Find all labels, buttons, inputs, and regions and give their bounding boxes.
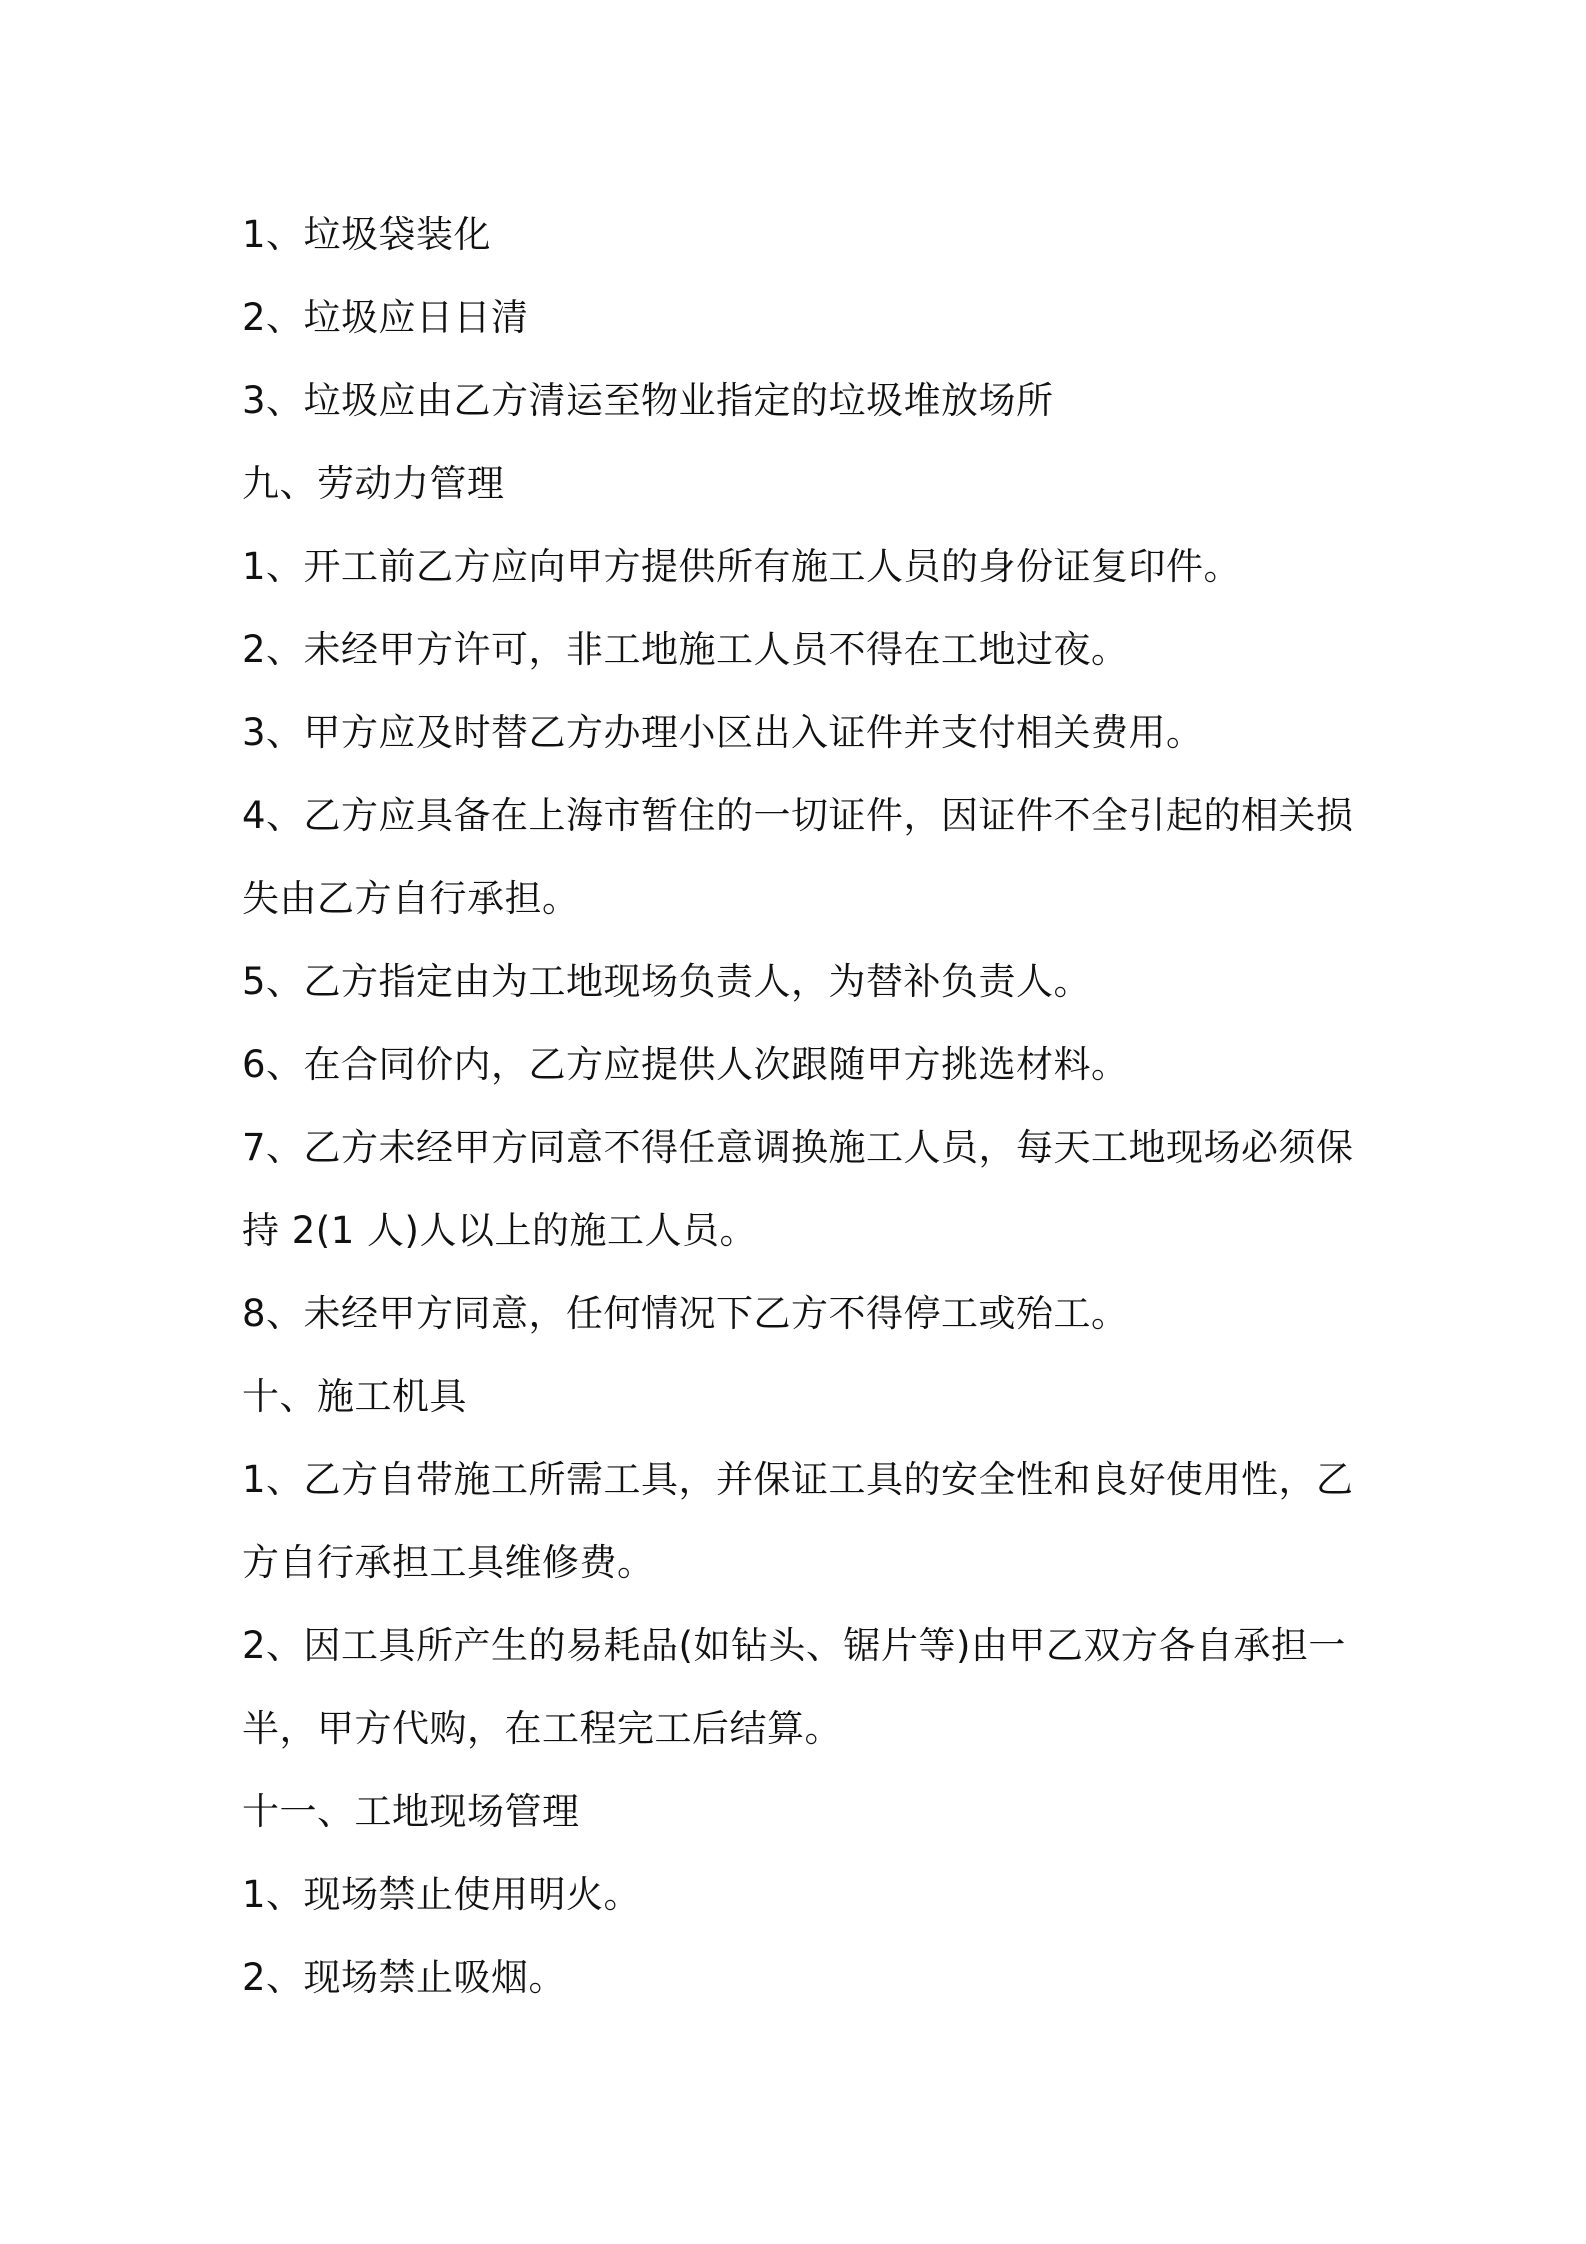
list-item: 1、现场禁止使用明火。 [242,1873,642,1916]
list-item: 3、甲方应及时替乙方办理小区出入证件并支付相关费用。 [242,711,1204,754]
section-heading-site-management: 十一、工地现场管理 [242,1790,580,1833]
list-item: 6、在合同价内，乙方应提供人次跟随甲方挑选材料。 [242,1043,1129,1086]
list-item-continuation: 半，甲方代购，在工程完工后结算。 [242,1707,842,1750]
list-item: 2、垃圾应日日清 [242,296,529,339]
list-item-continuation: 方自行承担工具维修费。 [242,1541,655,1584]
list-item: 8、未经甲方同意，任何情况下乙方不得停工或殆工。 [242,1292,1129,1335]
list-item: 1、开工前乙方应向甲方提供所有施工人员的身份证复印件。 [242,545,1242,588]
list-item: 3、垃圾应由乙方清运至物业指定的垃圾堆放场所 [242,379,1054,422]
list-item: 1、乙方自带施工所需工具，并保证工具的安全性和良好使用性，乙 [242,1458,1354,1501]
list-item: 2、未经甲方许可，非工地施工人员不得在工地过夜。 [242,628,1129,671]
list-item: 4、乙方应具备在上海市暂住的一切证件，因证件不全引起的相关损 [242,794,1354,837]
list-item: 1、垃圾袋装化 [242,213,492,256]
list-item: 2、现场禁止吸烟。 [242,1956,567,1999]
list-item: 2、因工具所产生的易耗品(如钻头、锯片等)由甲乙双方各自承担一 [242,1624,1346,1667]
list-item: 5、乙方指定由为工地现场负责人，为替补负责人。 [242,960,1092,1003]
list-item-continuation: 失由乙方自行承担。 [242,877,580,920]
section-heading-labor: 九、劳动力管理 [242,462,505,505]
section-heading-tools: 十、施工机具 [242,1375,467,1418]
list-item: 7、乙方未经甲方同意不得任意调换施工人员，每天工地现场必须保 [242,1126,1354,1169]
list-item-continuation: 持 2(1 人)人以上的施工人员。 [242,1209,757,1252]
document-body [242,193,1362,2019]
